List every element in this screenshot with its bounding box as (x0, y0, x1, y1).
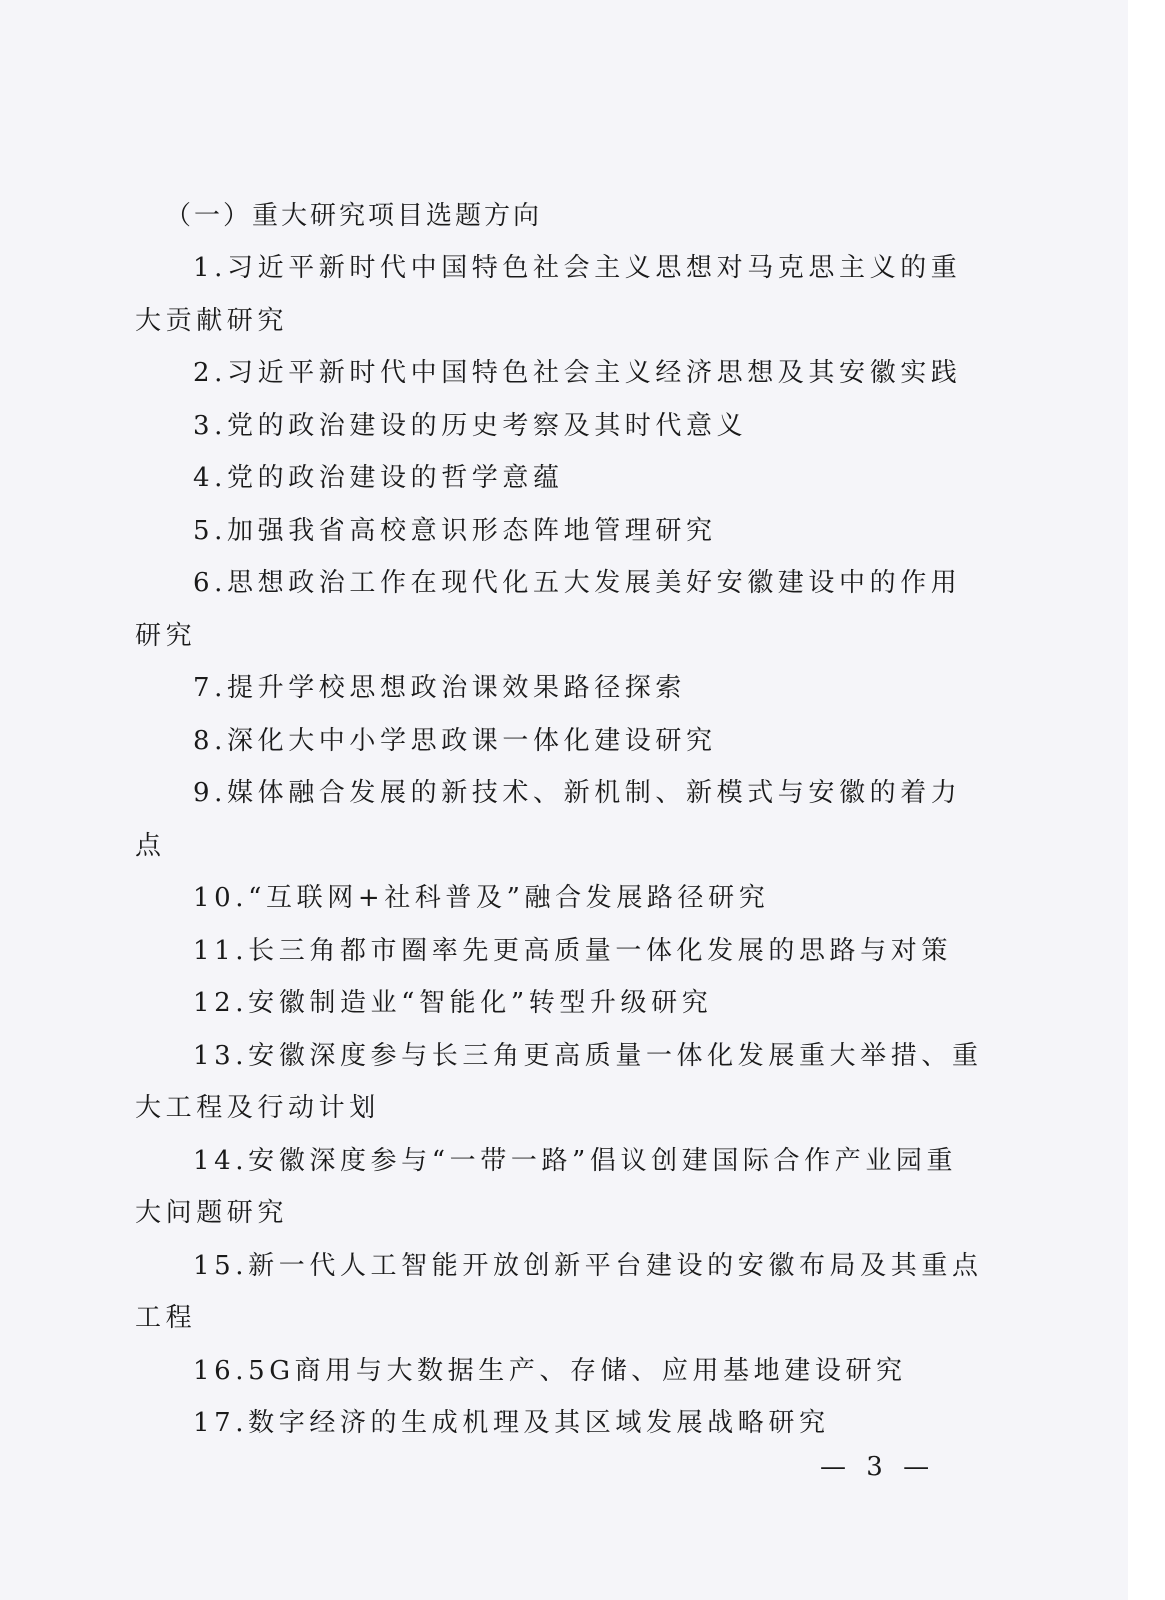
list-item: 15.新一代人工智能开放创新平台建设的安徽布局及其重点工程 (135, 1250, 983, 1333)
list-item: 17.数字经济的生成机理及其区域发展战略研究 (193, 1408, 830, 1438)
list-item: 14.安徽深度参与“一带一路”倡议创建国际合作产业园重大问题研究 (135, 1145, 958, 1228)
list-item: 9.媒体融合发展的新技术、新机制、新模式与安徽的着力点 (135, 778, 962, 861)
list-item: 10.“互联网+社科普及”融合发展路径研究 (193, 883, 770, 913)
page-number: — 3 — (820, 1452, 936, 1482)
list-item: 5.加强我省高校意识形态阵地管理研究 (193, 515, 717, 546)
list-item: 16.5G商用与大数据生产、存储、应用基地建设研究 (193, 1355, 907, 1386)
list-item: 1.习近平新时代中国特色社会主义思想对马克思主义的重大贡献研究 (135, 253, 962, 336)
list-item: 11.长三角都市圈率先更高质量一体化发展的思路与对策 (193, 935, 952, 966)
section-heading: （一）重大研究项目选题方向 (165, 201, 543, 231)
list-item: 4.党的政治建设的哲学意蕴 (193, 463, 564, 493)
list-item: 8.深化大中小学思政课一体化建设研究 (193, 725, 717, 756)
list-item: 2.习近平新时代中国特色社会主义经济思想及其安徽实践 (193, 358, 962, 388)
list-item: 13.安徽深度参与长三角更高质量一体化发展重大举措、重大工程及行动计划 (135, 1040, 983, 1123)
scan-margin (1128, 0, 1165, 1600)
list-item: 7.提升学校思想政治课效果路径探索 (193, 673, 687, 703)
list-item: 12.安徽制造业“智能化”转型升级研究 (193, 988, 713, 1018)
list-item: 3.党的政治建设的历史考察及其时代意义 (193, 410, 748, 441)
list-item: 6.思想政治工作在现代化五大发展美好安徽建设中的作用研究 (135, 568, 962, 651)
document-body (135, 190, 985, 1450)
